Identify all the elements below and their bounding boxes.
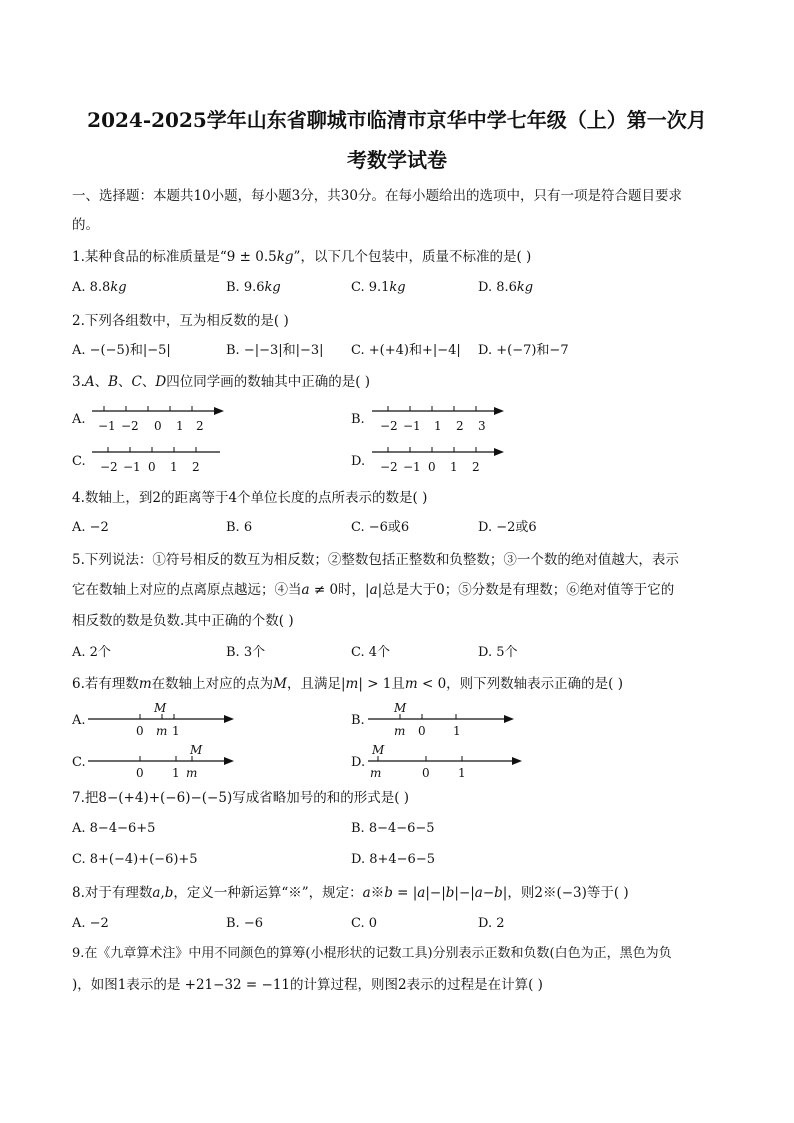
q6-d-point-label: M bbox=[372, 743, 385, 757]
q3-a-tick-4: 2 bbox=[196, 419, 204, 433]
q3-c-tick-3: 1 bbox=[170, 460, 178, 474]
q5-stem-line1: 5.下列说法：①符号相反的数互为相反数；②整数包括正整数和负整数；③一个数的绝对值越大，表示 bbox=[72, 552, 679, 568]
q3-d-tick-4: 2 bbox=[472, 460, 480, 474]
q6-c-one: 1 bbox=[172, 766, 180, 780]
q5-option-a: A. 2个 bbox=[72, 645, 111, 660]
q3-a-tick-1: −2 bbox=[121, 419, 139, 433]
q3-axis-b bbox=[370, 400, 510, 440]
q7-stem: 7.把8−(+4)+(−6)−(−5)写成省略加号的和的形式是( ) bbox=[72, 790, 410, 806]
q9-stem-line2: )，如图1表示的是 +21−32 = −11的计算过程，则图2表示的过程是在计算( ) bbox=[72, 977, 543, 993]
q7-option-a: A. 8−4−6+5 bbox=[72, 821, 156, 836]
q3-b-tick-1: −1 bbox=[403, 419, 421, 433]
q9-stem-line1: 9.在《九章算术注》中用不同颜色的算筹(小棍形状的记数工具)分别表示正数和负数(白色为正，黑色为负 bbox=[72, 946, 672, 961]
q6-option-b-label: B. bbox=[351, 713, 365, 728]
q4-option-c: C. −6或6 bbox=[351, 520, 410, 535]
q6-d-one: 1 bbox=[458, 766, 466, 780]
q3-a-tick-2: 0 bbox=[154, 419, 162, 433]
q2-option-c: C. +(+4)和+|−4| bbox=[351, 343, 461, 358]
q3-d-tick-0: −2 bbox=[380, 460, 398, 474]
q6-b-point-label: M bbox=[394, 701, 407, 715]
q8-stem: 8.对于有理数𝑎,𝑏，定义一种新运算“※”，规定：𝑎※𝑏 = |𝑎|−|𝑏|−|𝑎−𝑏|，则2※(−3)等于( ) bbox=[72, 885, 629, 901]
q3-c-tick-0: −2 bbox=[100, 460, 118, 474]
q3-b-tick-0: −2 bbox=[380, 419, 398, 433]
q6-a-zero: 0 bbox=[136, 724, 144, 738]
q1-stem: 1.某种食品的标准质量是“9 ± 0.5𝑘𝑔”，以下几个包装中，质量不标准的是( ) bbox=[72, 249, 532, 265]
q6-b-one: 1 bbox=[453, 724, 461, 738]
q8-option-a: A. −2 bbox=[72, 916, 109, 931]
q7-option-c: C. 8+(−4)+(−6)+5 bbox=[72, 852, 198, 867]
q3-option-b-label: B. bbox=[351, 412, 365, 427]
q6-axis-a bbox=[88, 698, 248, 742]
q4-stem: 4.数轴上，到2的距离等于4个单位长度的点所表示的数是( ) bbox=[72, 490, 428, 506]
q6-a-point-label: M bbox=[154, 701, 167, 715]
q3-c-tick-2: 0 bbox=[148, 460, 156, 474]
q6-option-c-label: C. bbox=[72, 755, 86, 770]
q6-b-m: m bbox=[394, 724, 406, 738]
q3-d-tick-3: 1 bbox=[450, 460, 458, 474]
q1-option-b: B. 9.6𝑘𝑔 bbox=[226, 280, 281, 295]
q2-option-d: D. +(−7)和−7 bbox=[478, 343, 569, 358]
section-heading-cont: 的。 bbox=[72, 217, 99, 233]
q3-c-tick-4: 2 bbox=[192, 460, 200, 474]
exam-title-line2: 考数学试卷 bbox=[347, 148, 447, 172]
q3-option-d-label: D. bbox=[351, 454, 366, 469]
q5-stem-line2: 它在数轴上对应的点离原点越远；④当𝑎 ≠ 0时，|𝑎|总是大于0；⑤分数是有理数；⑥绝对值等于它的 bbox=[72, 582, 675, 598]
q5-option-d: D. 5个 bbox=[478, 645, 518, 660]
q5-option-c: C. 4个 bbox=[351, 645, 391, 660]
section-heading: 一、选择题：本题共10小题，每小题3分，共30分。在每小题给出的选项中，只有一项是符合题目要求 bbox=[72, 188, 682, 204]
q3-b-tick-2: 1 bbox=[434, 419, 442, 433]
q6-stem: 6.若有理数𝑚在数轴上对应的点为𝑀，且满足|𝑚| > 1且𝑚 < 0，则下列数轴表示正确的是( ) bbox=[72, 676, 623, 692]
q3-option-c-label: C. bbox=[72, 454, 86, 469]
q3-d-tick-2: 0 bbox=[428, 460, 436, 474]
q6-c-m: m bbox=[186, 766, 198, 780]
q3-d-tick-1: −1 bbox=[403, 460, 421, 474]
q2-option-b: B. −|−3|和|−3| bbox=[226, 343, 324, 358]
q6-d-zero: 0 bbox=[422, 766, 430, 780]
q6-d-m: m bbox=[370, 766, 382, 780]
q3-c-tick-1: −1 bbox=[123, 460, 141, 474]
q6-b-zero: 0 bbox=[418, 724, 426, 738]
q3-a-tick-3: 1 bbox=[176, 419, 184, 433]
q6-c-zero: 0 bbox=[136, 766, 144, 780]
q3-option-a-label: A. bbox=[72, 412, 86, 427]
q3-axis-c bbox=[90, 441, 230, 481]
q2-option-a: A. −(−5)和|−5| bbox=[72, 343, 171, 358]
q1-option-a: A. 8.8𝑘𝑔 bbox=[72, 280, 127, 295]
q5-stem-line3: 相反数的数是负数.其中正确的个数( ) bbox=[72, 613, 294, 629]
q4-option-d: D. −2或6 bbox=[478, 520, 537, 535]
q6-option-d-label: D. bbox=[351, 755, 366, 770]
q3-a-tick-0: −1 bbox=[98, 419, 116, 433]
q2-stem: 2.下列各组数中，互为相反数的是( ) bbox=[72, 313, 289, 329]
q3-axis-d bbox=[370, 441, 510, 481]
q3-axis-a bbox=[90, 400, 230, 440]
q5-option-b: B. 3个 bbox=[226, 645, 266, 660]
q3-b-tick-4: 3 bbox=[478, 419, 486, 433]
q1-option-c: C. 9.1𝑘𝑔 bbox=[351, 280, 406, 295]
q6-c-point-label: M bbox=[190, 743, 203, 757]
q4-option-b: B. 6 bbox=[226, 520, 253, 535]
q4-option-a: A. −2 bbox=[72, 520, 109, 535]
q8-option-c: C. 0 bbox=[351, 916, 378, 931]
q6-a-one: 1 bbox=[172, 724, 180, 738]
q3-stem: 3.𝐴、𝐵、𝐶、𝐷四位同学画的数轴其中正确的是( ) bbox=[72, 374, 371, 390]
q8-option-d: D. 2 bbox=[478, 916, 505, 931]
q6-axis-d bbox=[368, 740, 528, 784]
q6-axis-b bbox=[368, 698, 528, 742]
q3-b-tick-3: 2 bbox=[456, 419, 464, 433]
q6-axis-c bbox=[88, 740, 248, 784]
q7-option-b: B. 8−4−6−5 bbox=[351, 821, 435, 836]
q7-option-d: D. 8+4−6−5 bbox=[351, 852, 435, 867]
exam-title-line1: 2024-2025学年山东省聊城市临清市京华中学七年级（上）第一次月 bbox=[87, 108, 707, 132]
q1-option-d: D. 8.6𝑘𝑔 bbox=[478, 280, 534, 295]
q8-option-b: B. −6 bbox=[226, 916, 263, 931]
q6-a-m: m bbox=[156, 724, 168, 738]
q6-option-a-label: A. bbox=[72, 713, 86, 728]
